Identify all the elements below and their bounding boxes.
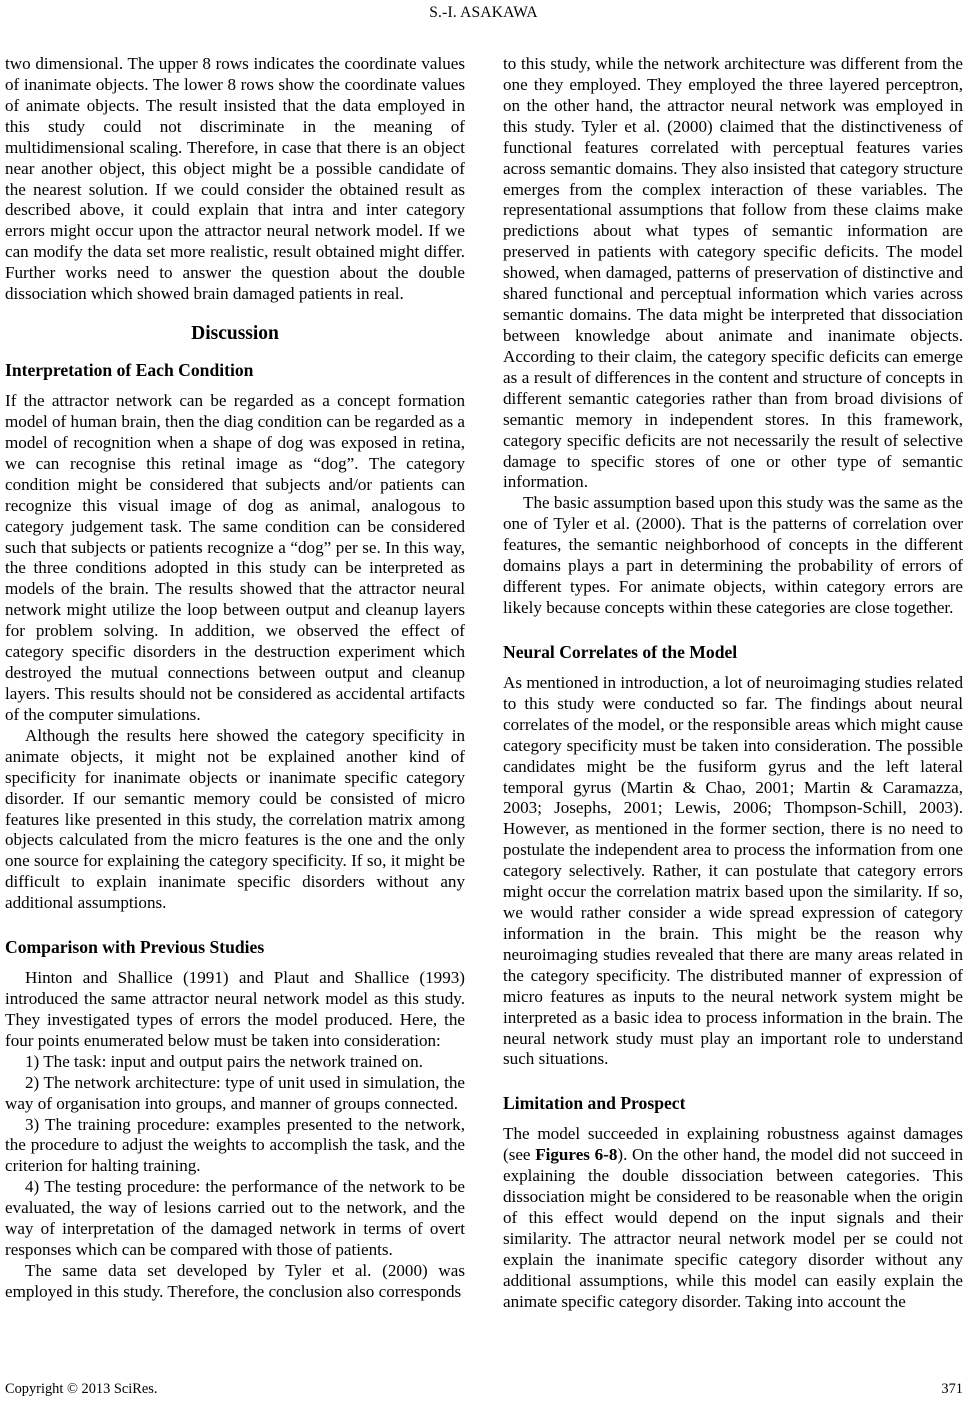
page-number: 371 — [941, 1381, 963, 1397]
paragraph-neuroimaging-studies: As mentioned in introduction, a lot of neuroimaging studies related to this study were conducted so far. The findings about neural correlates of the model, or the responsible areas which might cause category specificity must be taken into consideration. The possible candidates might be the fusiform gyrus and the left lateral temporal gyrus (Martin & Chao, 2001; Martin & Caramazza, 2003; Josephs, 2001; Lewis, 2006; Thompson-Schill, 2003). However, as mentioned in the former section, there is no need to postulate the independent area to process the information from one category selectively. Rather, it can postulate that category errors might occur the correlation matrix based upon the similarity. If so, we would rather consider a wide spread expression of category information in the brain. This might be the reason why neuroimaging studies revealed that there are many areas related in the category specificity. The distributed manner of expression of micro features as inputs to the neural network system might be interpreted as a basic idea to process information in the brain. The neural network study must play an important role to understand such situations. — [503, 672, 963, 1069]
limitation-text-part-1: The model succeeded in explaining robustness against damages (see — [503, 1124, 963, 1165]
left-column — [5, 54, 465, 1304]
list-item-3-training-procedure: 3) The training procedure: examples presented to the network, the procedure to adjust the weights to accomplish the task, and the criterion for halting training. — [5, 1114, 465, 1176]
subsection-heading-limitation-and-prospect: Limitation and Prospect — [503, 1093, 686, 1114]
paragraph-two-dimensional: two dimensional. The upper 8 rows indicates the coordinate values of inanimate objects. The lower 8 rows show the coordinate values of animate objects. The result insisted that the data employed in this study could not discriminate in the meaning of multidimensional scaling. Therefore, in case that there is an object near another object, this object might be a possible candidate of the nearest solution. If we could consider the obtained result as described above, it could explain that intra and inter category errors might occur upon the attractor neural network model. If we can modify the data set more realistic, result obtained might differ. Further works need to answer the question about the double dissociation which showed brain damaged patients in real. — [5, 54, 465, 304]
running-head: S.-I. ASAKAWA — [429, 4, 538, 21]
subsection-heading-interpretation-of-each-condition: Interpretation of Each Condition — [5, 360, 254, 381]
copyright-notice: Copyright © 2013 SciRes. — [5, 1381, 158, 1397]
page-footer — [5, 1381, 963, 1398]
paragraph-category-specificity-animate: Although the results here showed the category specificity in animate objects, it might not be explained another kind of specificity for inanimate objects or inanimate specific category disorder. If our semantic memory could be consisted of micro features like presented in this study, the correlation matrix among objects calculated from the micro features is the one and the only one source for explaining the category specificity. If so, it might be difficult to explain inanimate specific disorders without any additional assumptions. — [5, 725, 465, 913]
subsection-heading-neural-correlates-of-the-model: Neural Correlates of the Model — [503, 641, 738, 662]
right-column — [503, 54, 963, 1311]
list-item-2-network-architecture: 2) The network architecture: type of unit used in simulation, the way of organisation into groups, and manner of groups connected. — [5, 1072, 465, 1113]
two-column-body — [5, 54, 963, 1311]
paragraph-basic-assumption-correlation: The basic assumption based upon this study was the same as the one of Tyler et al. (2000). That is the patterns of correlation over features, the semantic neighborhood of concepts in the different domains plays a part in determining the probability of errors of different types. For animate objects, within category errors are likely because concepts within these categories are close together. — [503, 493, 963, 617]
paragraph-network-architecture-tyler: to this study, while the network architecture was different from the one they employed. They employed the three layered perceptron, on the other hand, the attractor neural network was employed in this study. Tyler et al. (2000) claimed that the distinctiveness of functional features correlated with perceptual features varies across semantic domains. They also insisted that category structure emerges from the complex interaction of these variables. The representational assumptions that follow from these claims make predictions about what types of semantic information are preserved in patients with category specific deficits. The model showed, when damaged, patterns of preservation of distinctive and shared functional and perceptual information which varies across semantic domains. The data might be interpreted that dissociation between knowledge about animate and inanimate objects. According to their claim, the category specific deficits can emerge as a result of differences in the content and structure of concepts in different semantic categories rather than from broad divisions of semantic memory in independent stores. In this framework, category specific deficits are not necessarily the result of selective damage to specific stores of one or other type of semantic information. — [503, 54, 963, 492]
figures-reference-bold: Figures 6-8 — [535, 1145, 618, 1165]
paragraph-hinton-shallice-intro: Hinton and Shallice (1991) and Plaut and Shallice (1993) introduced the same attractor neural network model as this study. They investigated types of errors the model produced. Here, the four points enumerated below must be taken into consideration: — [5, 968, 465, 1050]
list-item-1-task: 1) The task: input and output pairs the network trained on. — [25, 1051, 423, 1071]
subsection-heading-comparison-with-previous-studies: Comparison with Previous Studies — [5, 937, 265, 958]
paragraph-tyler-data-set: The same data set developed by Tyler et al. (2000) was employed in this study. Therefore, the conclusion also corresponds — [5, 1261, 465, 1301]
section-heading-discussion: Discussion — [191, 323, 279, 345]
limitation-text-part-2: ). On the other hand, the model did not succeed in explaining the double dissociation between categories. This dissociation might be considered to be reasonable when the origin of this effect would depend on the input signals and their similarity. The attractor neural network model per se could not explain the inanimate specific category disorder without any additional assumptions, while this model can easily explain the animate specific category disorder. Taking into account the — [503, 1145, 963, 1311]
paragraph-attractor-network-concept: If the attractor network can be regarded as a concept formation model of human brain, then the diag condition can be regarded as a model of recognition when a shape of dog was exposed in retina, we can recognise this retinal image as “dog”. The category condition might be considered that subjects and/or patients can recognize this visual image of dog as animal, analogous to category judgement task. The same condition can be considered such that subjects or patients recognize a “dog” per se. In this way, the three conditions adopted in this study can be interpreted as models of the brain. The results showed that the attractor neural network might utilize the loop between output and cleanup layers for problem solving. In addition, we observed the effect of category specific disorders in the destruction experiment which destroyed the mutual connections between output and cleanup layers. This results should not be considered as accidental artifacts of the computer simulations. — [5, 391, 465, 724]
paragraph-limitation-model-succeeded — [503, 1124, 963, 1312]
list-item-4-testing-procedure: 4) The testing procedure: the performance of the network to be evaluated, the way of lesions carried out to the network, and the way of interpretation of the damaged network in terms of overt responses which can be compared with those of patients. — [5, 1177, 465, 1260]
